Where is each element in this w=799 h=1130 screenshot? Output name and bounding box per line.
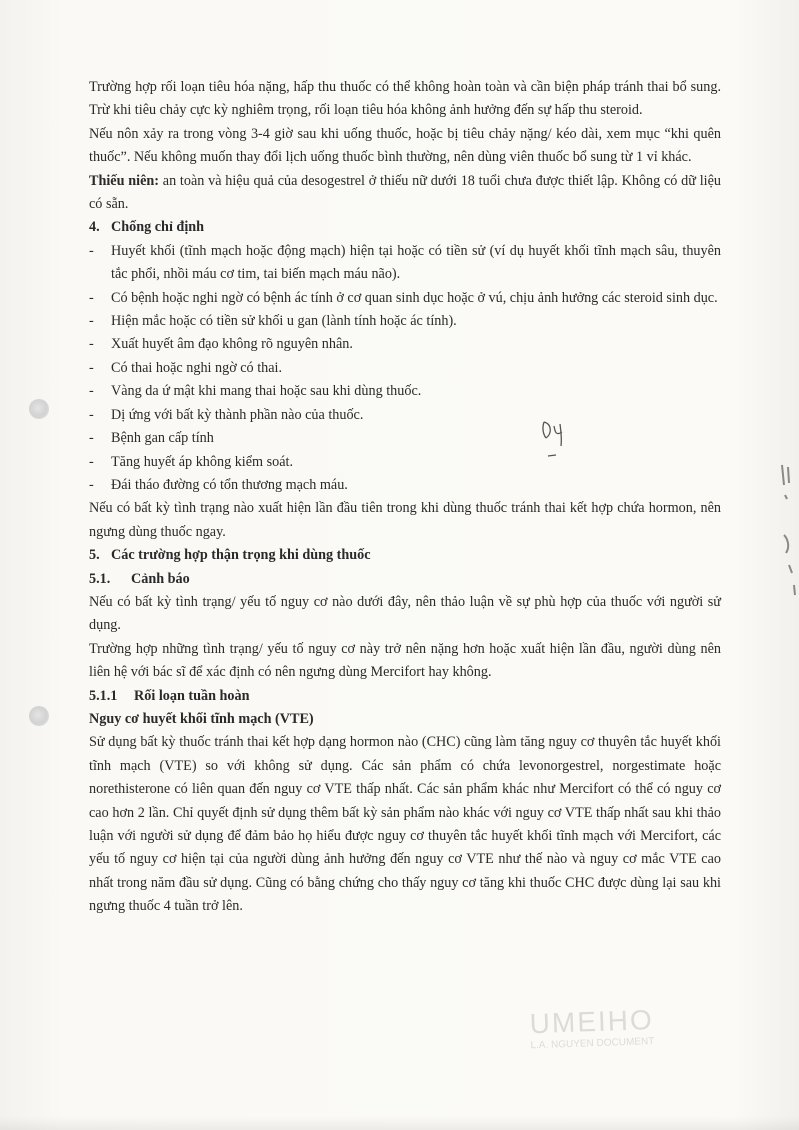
paragraph-warning-1: Nếu có bất kỳ tình trạng/ yếu tố nguy cơ nào dưới đây, nên thảo luận về sự phù hợp của thuốc với người sử dụng. [89,593,721,634]
list-item: - Vàng da ứ mật khi mang thai hoặc sau khi dùng thuốc. [89,380,721,403]
section-5-1-number: 5.1. [89,570,111,587]
section-5-title: Các trường hợp thận trọng khi dùng thuốc [111,547,371,564]
paragraph-vomiting: Nếu nôn xảy ra trong vòng 3-4 giờ sau khi uống thuốc, hoặc bị tiêu chảy nặng/ kéo dài, xem mục “khi quên thuốc”. Nếu không muốn thay đổi lịch uống thuốc bình thường, nên dùng viên thuốc bổ sung từ 1 vỉ khác. [89,125,721,166]
adolescents-label: Thiếu niên: [89,172,159,189]
paragraph-digestive-disorders: Trường hợp rối loạn tiêu hóa nặng, hấp thu thuốc có thể không hoàn toàn và cần biện pháp tránh thai bổ sung. Trừ khi tiêu chảy cực kỳ nghiêm trọng, rối loạn tiêu hóa không ảnh hưởng đến sự hấp thu steroid. [89,79,721,119]
list-item: - Có bệnh hoặc nghi ngờ có bệnh ác tính ở cơ quan sinh dục hoặc ở vú, chịu ảnh hưởng các steroid sinh dục. [89,287,721,310]
document-body [89,76,721,919]
paragraph-vte: Sử dụng bất kỳ thuốc tránh thai kết hợp dạng hormon nào (CHC) cũng làm tăng nguy cơ thuyên tắc huyết khối tĩnh mạch (VTE) so với không sử dụng. Các sản phẩm có chứa levonorgestrel, norgestimate hoặc norethisterone có liên quan đến nguy cơ VTE thấp nhất. Các sản phẩm khác như Mercifort có thể có nguy cơ cao hơn 2 lần. Chỉ quyết định sử dụng thêm bất kỳ sản phẩm nào khác với nguy cơ VTE thấp nhất sau khi thảo luận với người sử dụng để đảm bảo họ hiểu được nguy cơ thuyên tắc huyết khối tĩnh mạch với Mercifort, các yếu tố nguy cơ hiện tại của người dùng ảnh hưởng đến nguy cơ VTE như thế nào và nguy cơ mắc VTE cao nhất trong năm đầu sử dụng. Cũng có bằng chứng cho thấy nguy cơ tăng khi thuốc CHC được dùng lại sau khi ngưng thuốc 4 tuần trở lên. [89,734,721,915]
list-item: - Đái tháo đường có tổn thương mạch máu. [89,474,721,497]
handwritten-mark-icon [538,418,578,463]
section-5-number: 5. [89,547,100,564]
contraindications-list [89,240,721,497]
edge-artifact-icon [770,455,799,605]
paragraph-adolescents [89,170,721,217]
stamp-line-2: L.A. NGUYEN DOCUMENT [530,1035,655,1052]
paragraph-warning-2: Trường hợp những tình trạng/ yếu tố nguy cơ này trở nên nặng hơn hoặc xuất hiện lần đầu, người dùng nên liên hệ với bác sĩ để xác định có nên ngưng dùng Mercifort hay không. [89,640,721,681]
section-4-number: 4. [89,219,100,236]
paragraph-stop-use: Nếu có bất kỳ tình trạng nào xuất hiện lần đầu tiên trong khi dùng thuốc tránh thai kết hợp chứa hormon, nên ngưng dùng thuốc ngay. [89,500,721,540]
section-5-1-heading [89,568,721,591]
adolescents-text: an toàn và hiệu quả của desogestrel ở thiếu nữ dưới 18 tuổi chưa được thiết lập. Không có dữ liệu có sẵn. [89,172,721,213]
punch-hole [29,399,49,419]
list-item: - Tăng huyết áp không kiểm soát. [89,451,721,474]
section-4-heading [89,216,721,239]
stamp-line-1: UMEIHO [529,1004,655,1040]
vte-heading: Nguy cơ huyết khối tĩnh mạch (VTE) [89,710,314,727]
section-4-title: Chống chỉ định [111,219,205,236]
section-5-1-1-heading [89,685,721,708]
section-5-heading [89,544,721,567]
list-item: - Huyết khối (tĩnh mạch hoặc động mạch) hiện tại hoặc có tiền sử (ví dụ huyết khối tĩnh mạch sâu, thuyên tắc phổi, nhồi máu cơ tim, tai biến mạch máu não). [89,240,721,287]
page-bottom-edge [0,1116,799,1130]
list-item: - Xuất huyết âm đạo không rõ nguyên nhân. [89,333,721,356]
stamp-watermark [529,1002,721,1059]
list-item: - Hiện mắc hoặc có tiền sử khối u gan (lành tính hoặc ác tính). [89,310,721,333]
section-5-1-title: Cảnh báo [131,570,190,587]
list-item: - Dị ứng với bất kỳ thành phần nào của thuốc. [89,404,721,427]
section-5-1-1-title: Rối loạn tuần hoàn [134,687,250,704]
punch-hole [29,706,49,726]
section-5-1-1-number: 5.1.1 [89,687,118,704]
list-item: - Có thai hoặc nghi ngờ có thai. [89,357,721,380]
list-item: - Bệnh gan cấp tính [89,427,721,450]
